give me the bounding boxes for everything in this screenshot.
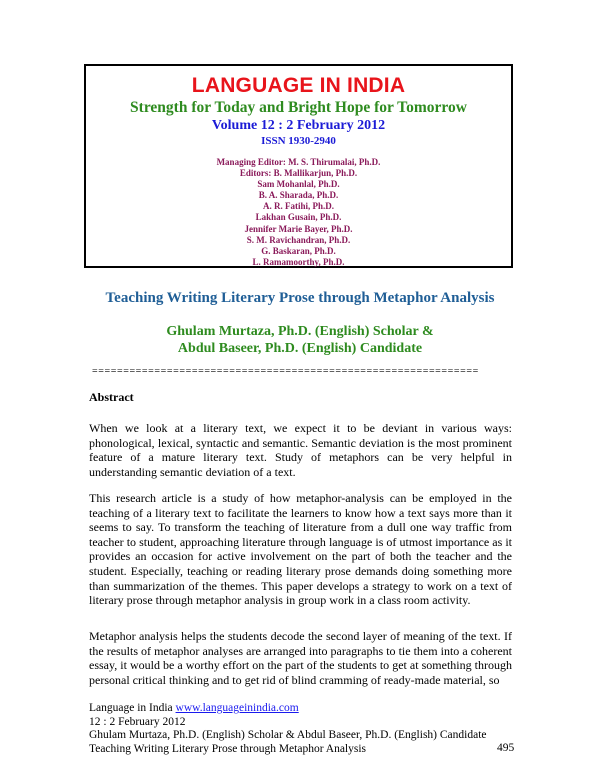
- page-number: 495: [497, 742, 515, 754]
- article-title: Teaching Writing Literary Prose through Metaphor Analysis: [105, 290, 495, 306]
- footer-issue: 12 : 2 February 2012: [89, 715, 186, 728]
- journal-volume: Volume 12 : 2 February 2012: [211, 118, 386, 133]
- body-paragraph: Metaphor analysis helps the students decode the second layer of meaning of the text. If the results of metaphor analyses are arranged into paragraphs to tie them into a coherent essay, it would be a worthy effort on the part of the students to get at something through personal critical thinking and to get rid of blind cramming of ready-made material, so: [89, 629, 512, 687]
- editor-line: Editors: B. Mallikarjun, Ph.D.: [239, 168, 358, 179]
- footer-article-title: Teaching Writing Literary Prose through Metaphor Analysis: [89, 742, 367, 755]
- page-footer: [89, 702, 519, 756]
- journal-issn: ISSN 1930-2940: [261, 135, 336, 147]
- editor-line: Sam Mohanlal, Ph.D.: [257, 179, 340, 190]
- separator-line: ==============================================================: [92, 366, 479, 377]
- editor-line: Managing Editor: M. S. Thirumalai, Ph.D.: [216, 157, 381, 167]
- body-paragraph: This research article is a study of how metaphor-analysis can be employed in the teaching of a literary text to facilitate the learners to know how a text says more than it seems to say. To transform the teaching of literature from a dull one way traffic from teacher to student, approaching literature through language is of utmost importance as it provides an occasion for active involvement on the part of both the teacher and the student. Especially, teaching or reading literary prose demands doing something more than summarization of the themes. This paper develops a strategy to work on a text of literary prose through metaphor analysis in group work in a class room activity.: [89, 491, 512, 608]
- editor-line: S. M. Ravichandran, Ph.D.: [246, 234, 351, 245]
- editor-line: Lakhan Gusain, Ph.D.: [255, 212, 342, 223]
- footer-journal-name: Language in India: [89, 702, 176, 714]
- journal-url-link[interactable]: www.languageinindia.com: [175, 702, 299, 714]
- journal-masthead: [84, 64, 513, 268]
- article-authors: [0, 323, 600, 357]
- footer-authors: Ghulam Murtaza, Ph.D. (English) Scholar & Abdul Baseer, Ph.D. (English) Candidate: [89, 729, 487, 741]
- body-paragraph: When we look at a literary text, we expect it to be deviant in various ways: phonological, lexical, syntactic and semantic. Semantic deviation is the most prominent feature of a mature literary text. Study of metaphors can be very helpful in understanding semantic deviation of a text.: [89, 421, 512, 479]
- authors-line: Abdul Baseer, Ph.D. (English) Candidate: [177, 341, 423, 356]
- editor-line: Jennifer Marie Bayer, Ph.D.: [244, 223, 353, 234]
- journal-tagline: Strength for Today and Bright Hope for Tomorrow: [130, 99, 467, 116]
- editor-line: G. Baskaran, Ph.D.: [261, 245, 336, 256]
- editor-line: B. A. Sharada, Ph.D.: [258, 190, 339, 201]
- editor-line: L. Ramamoorthy, Ph.D.: [252, 256, 345, 267]
- journal-title: LANGUAGE IN INDIA: [191, 74, 406, 97]
- editor-line: A. R. Fatihi, Ph.D.: [262, 201, 334, 212]
- editor-list: [86, 157, 511, 268]
- footer-journal-line: [89, 702, 519, 716]
- authors-line: Ghulam Murtaza, Ph.D. (English) Scholar &: [166, 324, 434, 339]
- abstract-heading: Abstract: [89, 390, 134, 404]
